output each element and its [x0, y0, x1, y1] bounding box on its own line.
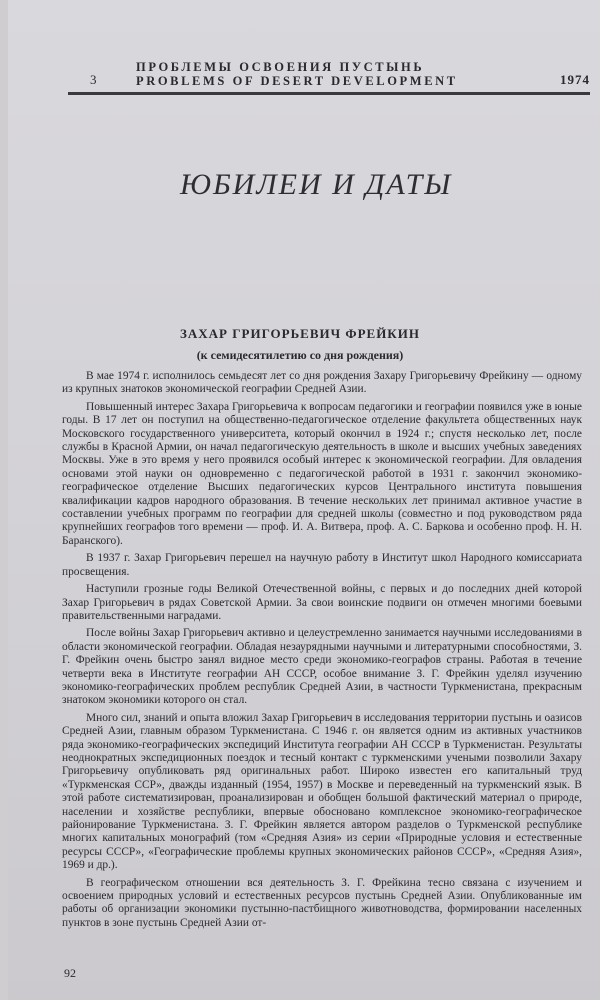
journal-title-en: PROBLEMS OF DESERT DEVELOPMENT [136, 74, 458, 88]
paragraph: Много сил, знаний и опыта вложил Захар Григорьевич в исследования территории пустынь и оазисов Средней Азии, главным образом Туркменистана. С 1946 г. он является одним из активных участников ряда экономико-географических экспедиций Института географии АН СССР в Туркменистан. Результаты неоднократных экспедиционных поездок и тесный контакт с туркменскими учеными позволили Захару Григорьевичу опубликовать ряд оригинальных работ. Широко известен его капитальный труд «Туркменская ССР», дважды изданный (1954, 1957) в Москве и переведенный на туркменский язык. В этой работе систематизирован, проанализирован и обобщен большой фактический материал о природе, населении и хозяйстве республики, впервые обосновано комплексное экономико-географическое районирование Туркменистана. З. Г. Фрейкин является автором разделов о Туркменской республике многих капитальных монографий (том «Средняя Азия» из серии «Природные условия и естественные ресурсы СССР», «Географические проблемы крупных экономических районов СССР», «Средняя Азия», 1969 и др.). [62, 711, 582, 872]
article-title: ЗАХАР ГРИГОРЬЕВИЧ ФРЕЙКИН [180, 326, 420, 341]
paragraph: В мае 1974 г. исполнилось семьдесят лет со дня рождения Захару Григорьевичу Фрейкину — одному из крупных знатоков экономической географии Средней Азии. [62, 370, 582, 396]
paragraph: Повышенный интерес Захара Григорьевича к вопросам педагогики и географии появился уже в юные годы. В 17 лет он поступил на общественно-педагогическое отделение факультета общественных наук Московского государственного университета, который окончил в 1924 г.; спустя несколько лет, после службы в Красной Армии, он начал педагогическую деятельность в школе и высших учебных заведениях Москвы. Уже в это время у него проявился особый интерес к экономической географии. Для овладения основами этой науки он одновременно с педагогической работой в 1931 г. закончил экономико-географическое отделение Высших педагогических курсов Центрального института повышения квалификации кадров народного образования. В течение нескольких лет принимал активное участие в составлении учебных программ по географии для средней школы (совместно и под руководством ряда крупнейших географов того времени — проф. И. А. Витвера, проф. А. С. Баркова и особенно проф. Н. Н. Баранского). [62, 400, 582, 547]
article-subtitle: (к семидесятилетию со дня рождения) [196, 348, 404, 362]
section-title: ЮБИЛЕИ И ДАТЫ [180, 168, 453, 201]
paragraph: После войны Захар Григорьевич активно и целеустремленно занимается научными исследованиями в области экономической географии. Обладая незаурядными научными и литературными способностями, З. Г. Фрейкин очень быстро занял видное место среди экономико-географов страны. Работая в течение четверти века в Институте географии АН СССР, особое внимание З. Г. Фрейкин уделял изучению экономико-географических проблем республик Средней Азии, в частности Туркменистана, прекрасным знатоком экономики которого он стал. [62, 627, 582, 707]
header-year: 1974 [560, 72, 590, 87]
footer-page-number: 92 [64, 966, 76, 980]
journal-header [60, 58, 590, 100]
header-page-number: 3 [90, 72, 97, 87]
journal-title [136, 60, 536, 88]
paragraph: В 1937 г. Захар Григорьевич перешел на научную работу в Институт школ Народного комиссариата просвещения. [62, 552, 582, 578]
header-rule [68, 92, 590, 95]
paragraph: В географическом отношении вся деятельность З. Г. Фрейкина тесно связана с изучением и освоением природных условий и естественных ресурсов пустынь Средней Азии. Опубликованные им работы об организации экономики пустынно-пастбищного животноводства, формировании населенных пунктов в зоне пустынь Средней Азии от- [62, 876, 582, 929]
article-body [62, 370, 582, 934]
journal-title-ru: ПРОБЛЕМЫ ОСВОЕНИЯ ПУСТЫНЬ [136, 60, 425, 74]
paragraph: Наступили грозные годы Великой Отечественной войны, с первых и до последних дней которой Захар Григорьевич в рядах Советской Армии. За свои воинские подвиги он отмечен многими боевыми правительственными наградами. [62, 583, 582, 622]
